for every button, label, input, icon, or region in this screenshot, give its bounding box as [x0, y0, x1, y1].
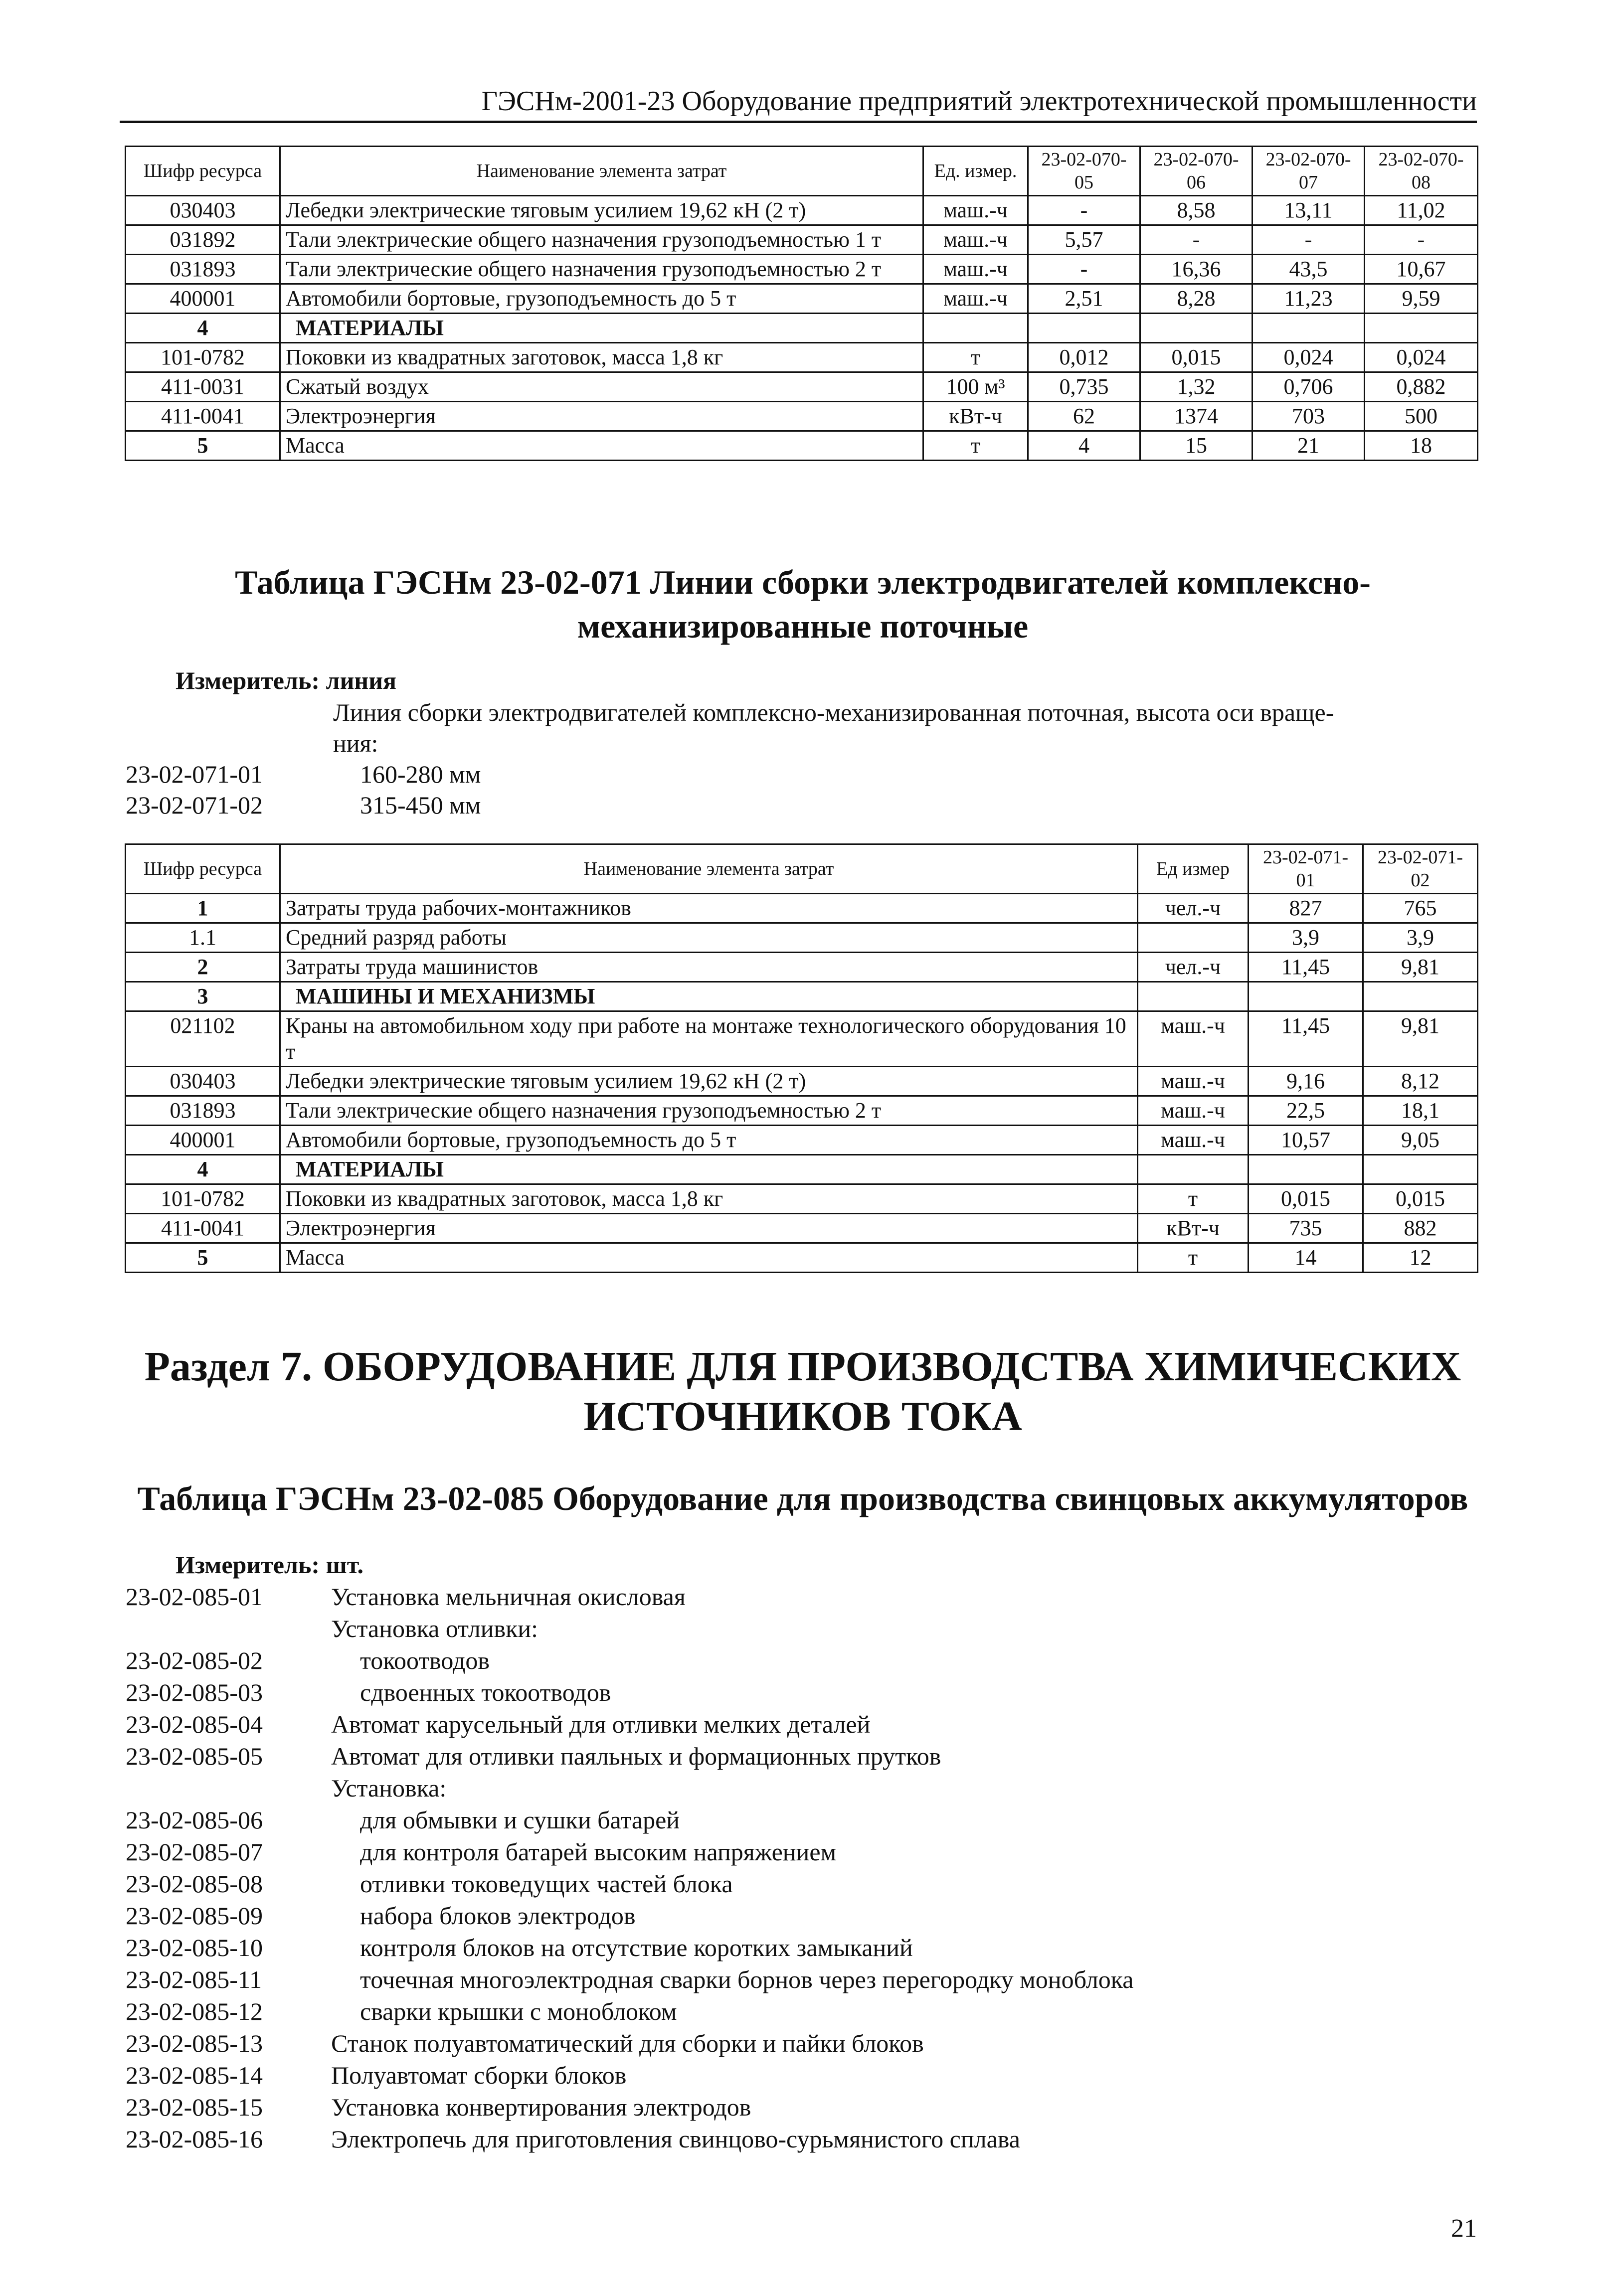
- value-cell: 0,015: [1140, 343, 1253, 372]
- table-row: [126, 1096, 1478, 1126]
- unit-cell: маш.-ч: [1138, 1096, 1249, 1126]
- cost-element-name: МАТЕРИАЛЫ: [280, 1155, 1138, 1184]
- value-cell: 11,45: [1249, 1011, 1363, 1067]
- value-cell: 16,36: [1140, 255, 1253, 284]
- unit-cell: маш.-ч: [923, 196, 1028, 225]
- cost-element-name: Затраты труда машинистов: [280, 953, 1138, 982]
- column-header: Ед измер: [1138, 844, 1249, 894]
- value-cell: 703: [1253, 402, 1365, 431]
- value-cell: 827: [1249, 894, 1363, 923]
- section-title-line: Раздел 7. ОБОРУДОВАНИЕ ДЛЯ ПРОИЗВОДСТВА ХИМИЧЕСКИХ: [144, 1343, 1461, 1390]
- value-cell: 22,5: [1249, 1096, 1363, 1126]
- cost-element-name: Тали электрические общего назначения грузоподъемностью 2 т: [280, 255, 923, 284]
- value-cell: 11,45: [1249, 953, 1363, 982]
- value-cell: 1,32: [1140, 372, 1253, 402]
- section-title: [120, 1342, 1486, 1442]
- item-text: Станок полуавтоматический для сборки и пайки блоков: [331, 2029, 924, 2057]
- item-text: Установка отливки:: [331, 1615, 538, 1642]
- value-cell: 882: [1363, 1214, 1478, 1243]
- measure-label: Измеритель:: [176, 1551, 320, 1579]
- value-cell: -: [1140, 225, 1253, 255]
- column-header: Наименование элемента затрат: [280, 844, 1138, 894]
- description-line: Линия сборки электродвигателей комплексно-механизированная поточная, высота оси враще-: [333, 698, 1334, 726]
- value-cell: 8,58: [1140, 196, 1253, 225]
- resource-code: 101-0782: [126, 343, 280, 372]
- value-cell: 0,015: [1363, 1184, 1478, 1214]
- unit-cell: маш.-ч: [923, 225, 1028, 255]
- value-cell: -: [1028, 196, 1140, 225]
- unit-cell: маш.-ч: [923, 284, 1028, 314]
- cost-element-name: Электроэнергия: [280, 1214, 1138, 1243]
- value-cell: 0,024: [1253, 343, 1365, 372]
- item-text: точечная многоэлектродная сварки борнов через перегородку моноблока: [360, 1966, 1134, 1993]
- resource-code: 400001: [126, 1126, 280, 1155]
- cost-element-name: Тали электрические общего назначения грузоподъемностью 1 т: [280, 225, 923, 255]
- value-cell: 9,05: [1363, 1126, 1478, 1155]
- value-cell: 9,59: [1365, 284, 1478, 314]
- item-text: набора блоков электродов: [360, 1902, 636, 1930]
- value-cell: [1363, 1155, 1478, 1184]
- item-text: для контроля батарей высоким напряжением: [360, 1838, 837, 1866]
- table-row: [126, 372, 1478, 402]
- unit-cell: 100 м³: [923, 372, 1028, 402]
- unit-cell: т: [1138, 1184, 1249, 1214]
- value-cell: 18: [1365, 431, 1478, 461]
- table-row: [126, 431, 1478, 461]
- item-text: Установка конвертирования электродов: [331, 2093, 751, 2121]
- cost-element-name: Масса: [280, 431, 923, 461]
- item-code: 23-02-085-03: [126, 1678, 263, 1706]
- value-cell: 9,81: [1363, 953, 1478, 982]
- measure-071: [176, 665, 396, 696]
- column-header: 23-02-071-02: [1363, 844, 1478, 894]
- cost-element-name: МАШИНЫ И МЕХАНИЗМЫ: [280, 982, 1138, 1011]
- item-text: контроля блоков на отсутствие коротких замыканий: [360, 1934, 913, 1962]
- resource-table-071: [125, 843, 1478, 1273]
- unit-cell: [1138, 923, 1249, 953]
- item-code: 23-02-085-08: [126, 1870, 263, 1898]
- unit-cell: кВт-ч: [923, 402, 1028, 431]
- value-cell: 8,12: [1363, 1067, 1478, 1096]
- item-code: 23-02-071-02: [126, 791, 263, 819]
- value-cell: 4: [1028, 431, 1140, 461]
- cost-element-name: Поковки из квадратных заготовок, масса 1,8 кг: [280, 343, 923, 372]
- resource-code: 411-0041: [126, 402, 280, 431]
- column-header: 23-02-070-06: [1140, 147, 1253, 196]
- item-text: Установка:: [331, 1774, 447, 1802]
- value-cell: [1253, 314, 1365, 343]
- column-header: Шифр ресурса: [126, 147, 280, 196]
- item-code: 23-02-085-06: [126, 1806, 263, 1834]
- item-code: 23-02-085-07: [126, 1838, 263, 1866]
- table-row: [126, 1184, 1478, 1214]
- resource-code: 411-0031: [126, 372, 280, 402]
- measure-value: шт.: [326, 1551, 364, 1579]
- value-cell: 0,024: [1365, 343, 1478, 372]
- unit-cell: маш.-ч: [1138, 1067, 1249, 1096]
- value-cell: 1374: [1140, 402, 1253, 431]
- table-row: [126, 1126, 1478, 1155]
- value-cell: [1028, 314, 1140, 343]
- value-cell: 62: [1028, 402, 1140, 431]
- table-row: [126, 314, 1478, 343]
- value-cell: 18,1: [1363, 1096, 1478, 1126]
- value-cell: -: [1253, 225, 1365, 255]
- unit-cell: маш.-ч: [923, 255, 1028, 284]
- resource-code: 411-0041: [126, 1214, 280, 1243]
- unit-cell: маш.-ч: [1138, 1011, 1249, 1067]
- cost-element-name: Лебедки электрические тяговым усилием 19,62 кН (2 т): [280, 196, 923, 225]
- value-cell: 10,67: [1365, 255, 1478, 284]
- item-code: 23-02-085-14: [126, 2061, 263, 2089]
- table-row: [126, 1067, 1478, 1096]
- value-cell: [1365, 314, 1478, 343]
- item-text: токоотводов: [360, 1646, 490, 1674]
- description-line: ния:: [333, 729, 378, 757]
- column-header: Шифр ресурса: [126, 844, 280, 894]
- measure-value: линия: [326, 666, 397, 694]
- table-row: [126, 982, 1478, 1011]
- unit-cell: кВт-ч: [1138, 1214, 1249, 1243]
- table-row: [126, 402, 1478, 431]
- item-text: сдвоенных токоотводов: [360, 1678, 611, 1706]
- item-code: 23-02-085-02: [126, 1646, 263, 1674]
- item-text: Полуавтомат сборки блоков: [331, 2061, 627, 2089]
- cost-element-name: МАТЕРИАЛЫ: [280, 314, 923, 343]
- resource-code: 021102: [126, 1011, 280, 1067]
- value-cell: 0,882: [1365, 372, 1478, 402]
- cost-element-name: Затраты труда рабочих-монтажников: [280, 894, 1138, 923]
- value-cell: 14: [1249, 1243, 1363, 1273]
- table-row: [126, 894, 1478, 923]
- cost-element-name: Поковки из квадратных заготовок, масса 1,8 кг: [280, 1184, 1138, 1214]
- table-row: [126, 343, 1478, 372]
- cost-element-name: Тали электрические общего назначения грузоподъемностью 2 т: [280, 1096, 1138, 1126]
- value-cell: 43,5: [1253, 255, 1365, 284]
- cost-element-name: Автомобили бортовые, грузоподъемность до 5 т: [280, 1126, 1138, 1155]
- resource-code: 031892: [126, 225, 280, 255]
- table-row: [126, 1155, 1478, 1184]
- table-title-071: [120, 560, 1486, 648]
- cost-element-name: Масса: [280, 1243, 1138, 1273]
- value-cell: 11,23: [1253, 284, 1365, 314]
- unit-cell: т: [1138, 1243, 1249, 1273]
- item-code: 23-02-085-13: [126, 2029, 263, 2057]
- measure-label: Измеритель:: [176, 666, 320, 694]
- value-cell: 5,57: [1028, 225, 1140, 255]
- page-number: 21: [1451, 2214, 1477, 2243]
- resource-code: 5: [126, 431, 280, 461]
- table-title-line: Таблица ГЭСНм 23-02-071 Линии сборки электродвигателей комплексно-: [235, 563, 1371, 601]
- table-title-085: Таблица ГЭСНм 23-02-085 Оборудование для производства свинцовых аккумуляторов: [137, 1479, 1468, 1517]
- item-text: сварки крышки с моноблоком: [360, 1997, 677, 2025]
- value-cell: -: [1028, 255, 1140, 284]
- item-text: 160-280 мм: [360, 760, 481, 788]
- item-code: 23-02-085-12: [126, 1997, 263, 2025]
- item-code: 23-02-085-15: [126, 2093, 263, 2121]
- unit-cell: т: [923, 431, 1028, 461]
- column-header: 23-02-071-01: [1249, 844, 1363, 894]
- value-cell: 10,57: [1249, 1126, 1363, 1155]
- value-cell: 500: [1365, 402, 1478, 431]
- cost-element-name: Автомобили бортовые, грузоподъемность до 5 т: [280, 284, 923, 314]
- cost-element-name: Краны на автомобильном ходу при работе на монтаже технологического оборудования 10 т: [280, 1011, 1138, 1067]
- value-cell: -: [1365, 225, 1478, 255]
- resource-code: 5: [126, 1243, 280, 1273]
- value-cell: 3,9: [1363, 923, 1478, 953]
- resource-code: 1.1: [126, 923, 280, 953]
- value-cell: 2,51: [1028, 284, 1140, 314]
- cost-element-name: Сжатый воздух: [280, 372, 923, 402]
- resource-code: 101-0782: [126, 1184, 280, 1214]
- column-header: 23-02-070-07: [1253, 147, 1365, 196]
- value-cell: 765: [1363, 894, 1478, 923]
- value-cell: 21: [1253, 431, 1365, 461]
- value-cell: [1363, 982, 1478, 1011]
- table-header-row: [126, 844, 1478, 894]
- value-cell: 13,11: [1253, 196, 1365, 225]
- value-cell: 15: [1140, 431, 1253, 461]
- table-row: [126, 1243, 1478, 1273]
- running-header: ГЭСНм-2001-23 Оборудование предприятий электротехнической промышленности: [120, 84, 1477, 123]
- column-header: Ед. измер.: [923, 147, 1028, 196]
- item-text: Автомат для отливки паяльных и формационных прутков: [331, 1742, 941, 1770]
- value-cell: 735: [1249, 1214, 1363, 1243]
- value-cell: 0,706: [1253, 372, 1365, 402]
- value-cell: 0,012: [1028, 343, 1140, 372]
- item-code: 23-02-085-16: [126, 2125, 263, 2153]
- resource-code: 3: [126, 982, 280, 1011]
- section-title-line: ИСТОЧНИКОВ ТОКА: [583, 1393, 1022, 1440]
- resource-code: 030403: [126, 1067, 280, 1096]
- unit-cell: т: [923, 343, 1028, 372]
- value-cell: [1249, 1155, 1363, 1184]
- value-cell: 9,81: [1363, 1011, 1478, 1067]
- unit-cell: маш.-ч: [1138, 1126, 1249, 1155]
- value-cell: 12: [1363, 1243, 1478, 1273]
- value-cell: 11,02: [1365, 196, 1478, 225]
- table-row: [126, 196, 1478, 225]
- item-code: 23-02-085-11: [126, 1966, 262, 1993]
- cost-element-name: Электроэнергия: [280, 402, 923, 431]
- table-row: [126, 1011, 1478, 1067]
- table-header-row: [126, 147, 1478, 196]
- item-code: 23-02-085-09: [126, 1902, 263, 1930]
- value-cell: [1249, 982, 1363, 1011]
- unit-cell: чел.-ч: [1138, 894, 1249, 923]
- item-text: 315-450 мм: [360, 791, 481, 819]
- unit-cell: чел.-ч: [1138, 953, 1249, 982]
- measure-085: [176, 1549, 363, 1580]
- value-cell: 3,9: [1249, 923, 1363, 953]
- value-cell: 0,735: [1028, 372, 1140, 402]
- value-cell: 8,28: [1140, 284, 1253, 314]
- column-header: Наименование элемента затрат: [280, 147, 923, 196]
- resource-code: 4: [126, 1155, 280, 1184]
- resource-code: 2: [126, 953, 280, 982]
- unit-cell: [1138, 1155, 1249, 1184]
- unit-cell: [923, 314, 1028, 343]
- item-code: 23-02-085-01: [126, 1583, 263, 1611]
- item-code: 23-02-085-04: [126, 1710, 263, 1738]
- table-row: [126, 923, 1478, 953]
- resource-table-070: [125, 146, 1478, 461]
- cost-element-name: Лебедки электрические тяговым усилием 19,62 кН (2 т): [280, 1067, 1138, 1096]
- item-code: 23-02-085-10: [126, 1934, 263, 1962]
- table-row: [126, 953, 1478, 982]
- column-header: 23-02-070-08: [1365, 147, 1478, 196]
- item-text: для обмывки и сушки батарей: [360, 1806, 680, 1834]
- resource-code: 031893: [126, 255, 280, 284]
- table-row: [126, 225, 1478, 255]
- table-row: [126, 255, 1478, 284]
- table-row: [126, 1214, 1478, 1243]
- item-text: Автомат карусельный для отливки мелких деталей: [331, 1710, 871, 1738]
- column-header: 23-02-070-05: [1028, 147, 1140, 196]
- cost-element-name: Средний разряд работы: [280, 923, 1138, 953]
- item-text: Установка мельничная окисловая: [331, 1583, 686, 1611]
- value-cell: 0,015: [1249, 1184, 1363, 1214]
- resource-code: 030403: [126, 196, 280, 225]
- resource-code: 1: [126, 894, 280, 923]
- item-code: 23-02-085-05: [126, 1742, 263, 1770]
- resource-code: 400001: [126, 284, 280, 314]
- resource-code: 4: [126, 314, 280, 343]
- item-text: отливки токоведущих частей блока: [360, 1870, 733, 1898]
- table-row: [126, 284, 1478, 314]
- item-text: Электропечь для приготовления свинцово-сурьмянистого сплава: [331, 2125, 1020, 2153]
- resource-code: 031893: [126, 1096, 280, 1126]
- table-title-line: механизированные поточные: [577, 607, 1029, 645]
- item-code: 23-02-071-01: [126, 760, 263, 788]
- unit-cell: [1138, 982, 1249, 1011]
- value-cell: 9,16: [1249, 1067, 1363, 1096]
- value-cell: [1140, 314, 1253, 343]
